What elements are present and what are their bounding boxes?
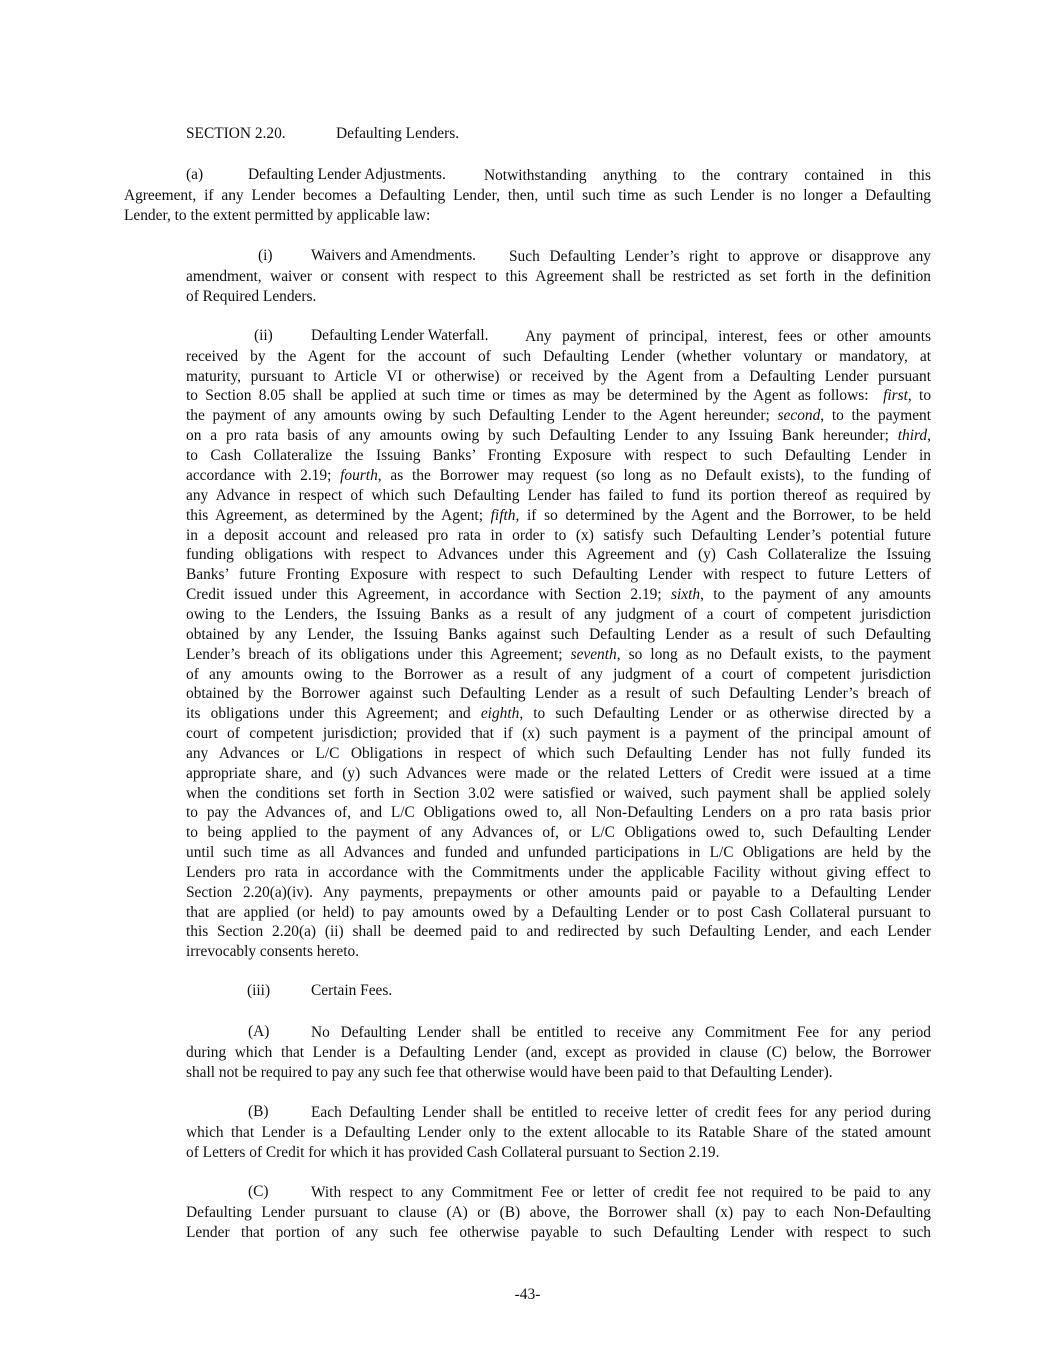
- para-B-line: of Letters of Credit for which it has provided Cash Collateral pursuant to Section 2.19.: [186, 1144, 720, 1161]
- para-i-line: Such Defaulting Lender’s right to approve or disapprove any: [509, 248, 931, 265]
- para-ii-line: this Section 2.20(a) (ii) shall be deemed paid to and redirected by such Defaulting Lender, and each Lender: [186, 923, 931, 940]
- para-ii-line: Lender’s breach of its obligations under this Agreement; seventh, so long as no Default exists, to the payment: [186, 646, 931, 663]
- para-ii-line: the payment of any amounts owing by such Defaulting Lender to the Agent hereunder; second, to the payment: [186, 407, 931, 424]
- para-ii-line: irrevocably consents hereto.: [186, 943, 360, 960]
- page-number: -43-: [514, 1286, 541, 1303]
- para-C-line: With respect to any Commitment Fee or letter of credit fee not required to be paid to any: [311, 1184, 931, 1201]
- para-B-line: which that Lender is a Defaulting Lender only to the extent allocable to its Ratable Share of the stated amount: [186, 1124, 931, 1141]
- para-a-label: (a): [186, 166, 204, 183]
- para-iii-title: Certain Fees.: [311, 982, 393, 999]
- para-ii-line: that are applied (or held) to pay amounts owed by a Defaulting Lender or to post Cash Collateral pursuant to: [186, 904, 931, 921]
- para-ii-line: to Section 8.05 shall be applied at such time or times as may be determined by the Agent as follows: first, to: [186, 387, 932, 404]
- para-iii-label: (iii): [247, 982, 271, 999]
- para-i-title: Waivers and Amendments.: [311, 247, 477, 264]
- para-B-label: (B): [248, 1103, 269, 1120]
- para-ii-line: any Advances or L/C Obligations in respect of which such Defaulting Lender has not fully funded its: [186, 745, 931, 762]
- para-ii-line: of any amounts owing to the Borrower as a result of any judgment of a court of competent jurisdiction: [186, 666, 931, 683]
- para-ii-line: obtained by the Borrower against such Defaulting Lender as a result of such Defaulting Lender’s breach of: [186, 685, 931, 702]
- para-a-line: Notwithstanding anything to the contrary contained in this: [484, 167, 931, 184]
- para-ii-line: received by the Agent for the account of such Defaulting Lender (whether voluntary or mandatory, at: [186, 348, 931, 365]
- para-ii-line: to pay the Advances of, and L/C Obligations owed to, all Non-Defaulting Lenders on a pro rata basis prior: [186, 804, 931, 821]
- para-ii-line: any Advance in respect of which such Defaulting Lender has failed to fund its portion thereof as required by: [186, 487, 931, 504]
- para-C-label: (C): [248, 1183, 269, 1200]
- para-B-line: Each Defaulting Lender shall be entitled to receive letter of credit fees for any period during: [311, 1104, 931, 1121]
- section-number: SECTION 2.20.: [186, 125, 286, 142]
- para-ii-label: (ii): [254, 327, 273, 344]
- para-a-title: Defaulting Lender Adjustments.: [248, 166, 446, 183]
- para-ii-line: accordance with 2.19; fourth, as the Borrower may request (so long as no Default exists), to the funding of: [186, 467, 931, 484]
- para-ii-line: when the conditions set forth in Section 3.02 were satisfied or waived, such payment shall be applied solely: [186, 785, 931, 802]
- para-ii-line: Section 2.20(a)(iv). Any payments, prepayments or other amounts paid or payable to a Defaulting Lender: [186, 884, 931, 901]
- para-ii-line: court of competent jurisdiction; provided that if (x) such payment is a payment of the principal amount of: [186, 725, 931, 742]
- para-A-line: shall not be required to pay any such fee that otherwise would have been paid to that Defaulting Lender).: [186, 1064, 833, 1081]
- para-ii-title: Defaulting Lender Waterfall.: [311, 327, 489, 344]
- para-A-line: during which that Lender is a Defaulting Lender (and, except as provided in clause (C) below, the Borrower: [186, 1044, 931, 1061]
- para-ii-line: appropriate share, and (y) such Advances were made or the related Letters of Credit were issued at a time: [186, 765, 931, 782]
- para-ii-line: until such time as all Advances and funded and unfunded participations in L/C Obligations are held by the: [186, 844, 931, 861]
- para-ii-line: maturity, pursuant to Article VI or otherwise) or received by the Agent from a Defaulting Lender pursuant: [186, 368, 931, 385]
- para-ii-line: obtained by any Lender, the Issuing Banks against such Defaulting Lender as a result of such Defaulting: [186, 626, 931, 643]
- para-ii-line: in a deposit account and released pro rata in order to (x) satisfy such Defaulting Lender’s potential future: [186, 527, 931, 544]
- para-ii-line: Banks’ future Fronting Exposure with respect to such Defaulting Lender with respect to future Letters of: [186, 566, 931, 583]
- para-ii-line: Any payment of principal, interest, fees or other amounts: [525, 328, 931, 345]
- para-i-label: (i): [258, 247, 273, 264]
- para-a-line: Lender, to the extent permitted by applicable law:: [124, 207, 431, 224]
- para-A-label: (A): [248, 1023, 270, 1040]
- section-title: Defaulting Lenders.: [336, 125, 460, 142]
- para-ii-line: Credit issued under this Agreement, in accordance with Section 2.19; sixth, to the payment of any amounts: [186, 586, 931, 603]
- para-ii-line: Lenders pro rata in accordance with the Commitments under the applicable Facility without giving effect to: [186, 864, 931, 881]
- para-A-line: No Defaulting Lender shall be entitled to receive any Commitment Fee for any period: [311, 1024, 931, 1041]
- para-ii-line: its obligations under this Agreement; and eighth, to such Defaulting Lender or as otherwise directed by a: [186, 705, 931, 722]
- para-ii-line: to being applied to the payment of any Advances of, or L/C Obligations owed to, such Defaulting Lender: [186, 824, 931, 841]
- para-a-line: Agreement, if any Lender becomes a Defaulting Lender, then, until such time as such Lender is no longer a Defaulting: [124, 187, 931, 204]
- para-i-line: of Required Lenders.: [186, 288, 317, 305]
- para-ii-line: to Cash Collateralize the Issuing Banks’ Fronting Exposure with respect to such Defaulting Lender in: [186, 447, 931, 464]
- para-ii-line: funding obligations with respect to Advances under this Agreement and (y) Cash Collateralize the Issuing: [186, 546, 931, 563]
- para-ii-line: on a pro rata basis of any amounts owing by such Defaulting Lender to any Issuing Bank hereunder; third,: [186, 427, 931, 444]
- para-ii-line: owing to the Lenders, the Issuing Banks as a result of any judgment of a court of competent jurisdiction: [186, 606, 931, 623]
- para-i-line: amendment, waiver or consent with respect to this Agreement shall be restricted as set forth in the definition: [186, 268, 931, 285]
- para-ii-line: this Agreement, as determined by the Agent; fifth, if so determined by the Agent and the Borrower, to be held: [186, 507, 931, 524]
- para-C-line: Defaulting Lender pursuant to clause (A) or (B) above, the Borrower shall (x) pay to each Non-Defaulting: [186, 1204, 931, 1221]
- para-C-line: Lender that portion of any such fee otherwise payable to such Defaulting Lender with respect to such: [186, 1224, 931, 1241]
